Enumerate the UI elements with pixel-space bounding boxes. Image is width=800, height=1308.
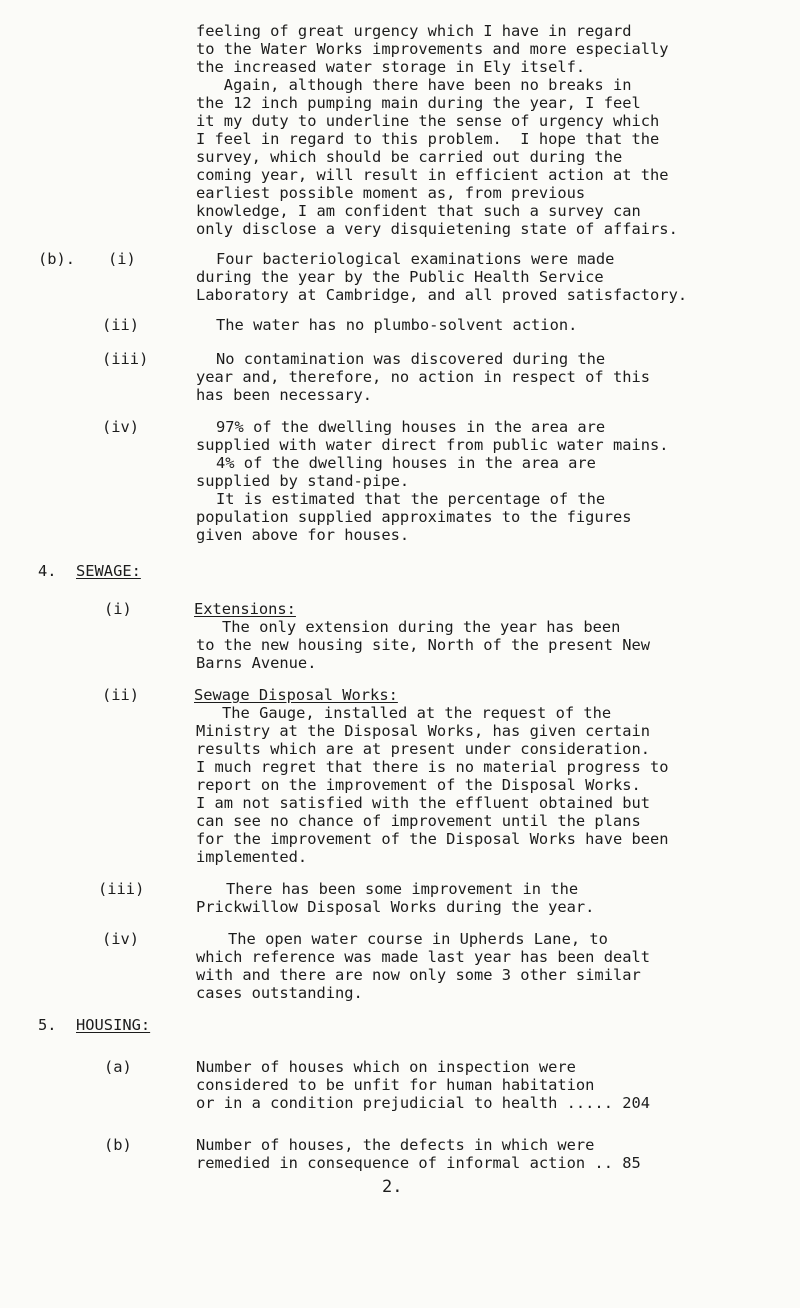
text-line: given above for houses. — [196, 526, 410, 544]
text-line: survey, which should be carried out during the — [196, 148, 623, 166]
text-line: it my duty to underline the sense of urgency which — [196, 112, 660, 130]
text-line: The water has no plumbo-solvent action. — [216, 316, 578, 334]
text-line: the increased water storage in Ely itself. — [196, 58, 586, 76]
item-label: (iii) — [98, 880, 145, 898]
text-line: feeling of great urgency which I have in regard — [196, 22, 632, 40]
text-line: population supplied approximates to the figures — [196, 508, 632, 526]
text-line: I much regret that there is no material progress to — [196, 758, 669, 776]
text-line: results which are at present under consideration. — [196, 740, 651, 758]
section-label: (b). — [38, 250, 76, 268]
item-label: (iv) — [102, 930, 140, 948]
text-line: year and, therefore, no action in respect of this — [196, 368, 651, 386]
item-title: Extensions: — [194, 600, 296, 618]
text-line: Four bacteriological examinations were made — [216, 250, 615, 268]
text-line: has been necessary. — [196, 386, 373, 404]
text-line: remedied in consequence of informal action .. 85 — [196, 1154, 641, 1172]
item-label: (ii) — [102, 686, 140, 704]
text-line: I feel in regard to this problem. I hope that the — [196, 130, 660, 148]
text-line: which reference was made last year has been dealt — [196, 948, 651, 966]
item-label: (b) — [104, 1136, 132, 1154]
text-line: supplied by stand-pipe. — [196, 472, 410, 490]
item-label: (i) — [108, 250, 136, 268]
text-line: the 12 inch pumping main during the year, I feel — [196, 94, 641, 112]
text-line: report on the improvement of the Disposal Works. — [196, 776, 641, 794]
text-line: knowledge, I am confident that such a survey can — [196, 202, 641, 220]
text-line: 4% of the dwelling houses in the area are — [216, 454, 596, 472]
text-line: Barns Avenue. — [196, 654, 317, 672]
text-line: implemented. — [196, 848, 308, 866]
text-line: The only extension during the year has been — [222, 618, 621, 636]
item-label: (ii) — [102, 316, 140, 334]
text-line: The Gauge, installed at the request of the — [222, 704, 612, 722]
section-number: 4. — [38, 562, 57, 580]
text-line: for the improvement of the Disposal Works have been — [196, 830, 669, 848]
item-label: (a) — [104, 1058, 132, 1076]
text-line: The open water course in Upherds Lane, to — [228, 930, 608, 948]
text-line: Again, although there have been no breaks in — [196, 76, 632, 94]
item-label: (i) — [104, 600, 132, 618]
text-line: There has been some improvement in the — [226, 880, 579, 898]
section-heading: SEWAGE: — [76, 562, 141, 580]
text-line: earliest possible moment as, from previous — [196, 184, 586, 202]
text-line: Prickwillow Disposal Works during the year. — [196, 898, 595, 916]
text-line: can see no chance of improvement until the plans — [196, 812, 641, 830]
text-line: 97% of the dwelling houses in the area are — [216, 418, 606, 436]
text-line: No contamination was discovered during the — [216, 350, 606, 368]
text-line: coming year, will result in efficient action at the — [196, 166, 669, 184]
text-line: supplied with water direct from public water mains. — [196, 436, 669, 454]
text-line: during the year by the Public Health Service — [196, 268, 604, 286]
text-line: Laboratory at Cambridge, and all proved satisfactory. — [196, 286, 688, 304]
section-heading: HOUSING: — [76, 1016, 151, 1034]
text-line: to the Water Works improvements and more especially — [196, 40, 669, 58]
text-line: considered to be unfit for human habitation — [196, 1076, 595, 1094]
text-line: only disclose a very disquietening state of affairs. — [196, 220, 678, 238]
text-line: cases outstanding. — [196, 984, 363, 1002]
text-line: Ministry at the Disposal Works, has given certain — [196, 722, 651, 740]
item-label: (iii) — [102, 350, 149, 368]
page-number: 2. — [382, 1177, 403, 1197]
text-line: Number of houses, the defects in which were — [196, 1136, 595, 1154]
section-number: 5. — [38, 1016, 57, 1034]
item-title: Sewage Disposal Works: — [194, 686, 398, 704]
text-line: with and there are now only some 3 other similar — [196, 966, 641, 984]
text-line: or in a condition prejudicial to health ..... 204 — [196, 1094, 651, 1112]
text-line: to the new housing site, North of the present New — [196, 636, 651, 654]
text-line: Number of houses which on inspection were — [196, 1058, 576, 1076]
item-label: (iv) — [102, 418, 140, 436]
text-line: It is estimated that the percentage of the — [216, 490, 606, 508]
text-line: I am not satisfied with the effluent obtained but — [196, 794, 651, 812]
